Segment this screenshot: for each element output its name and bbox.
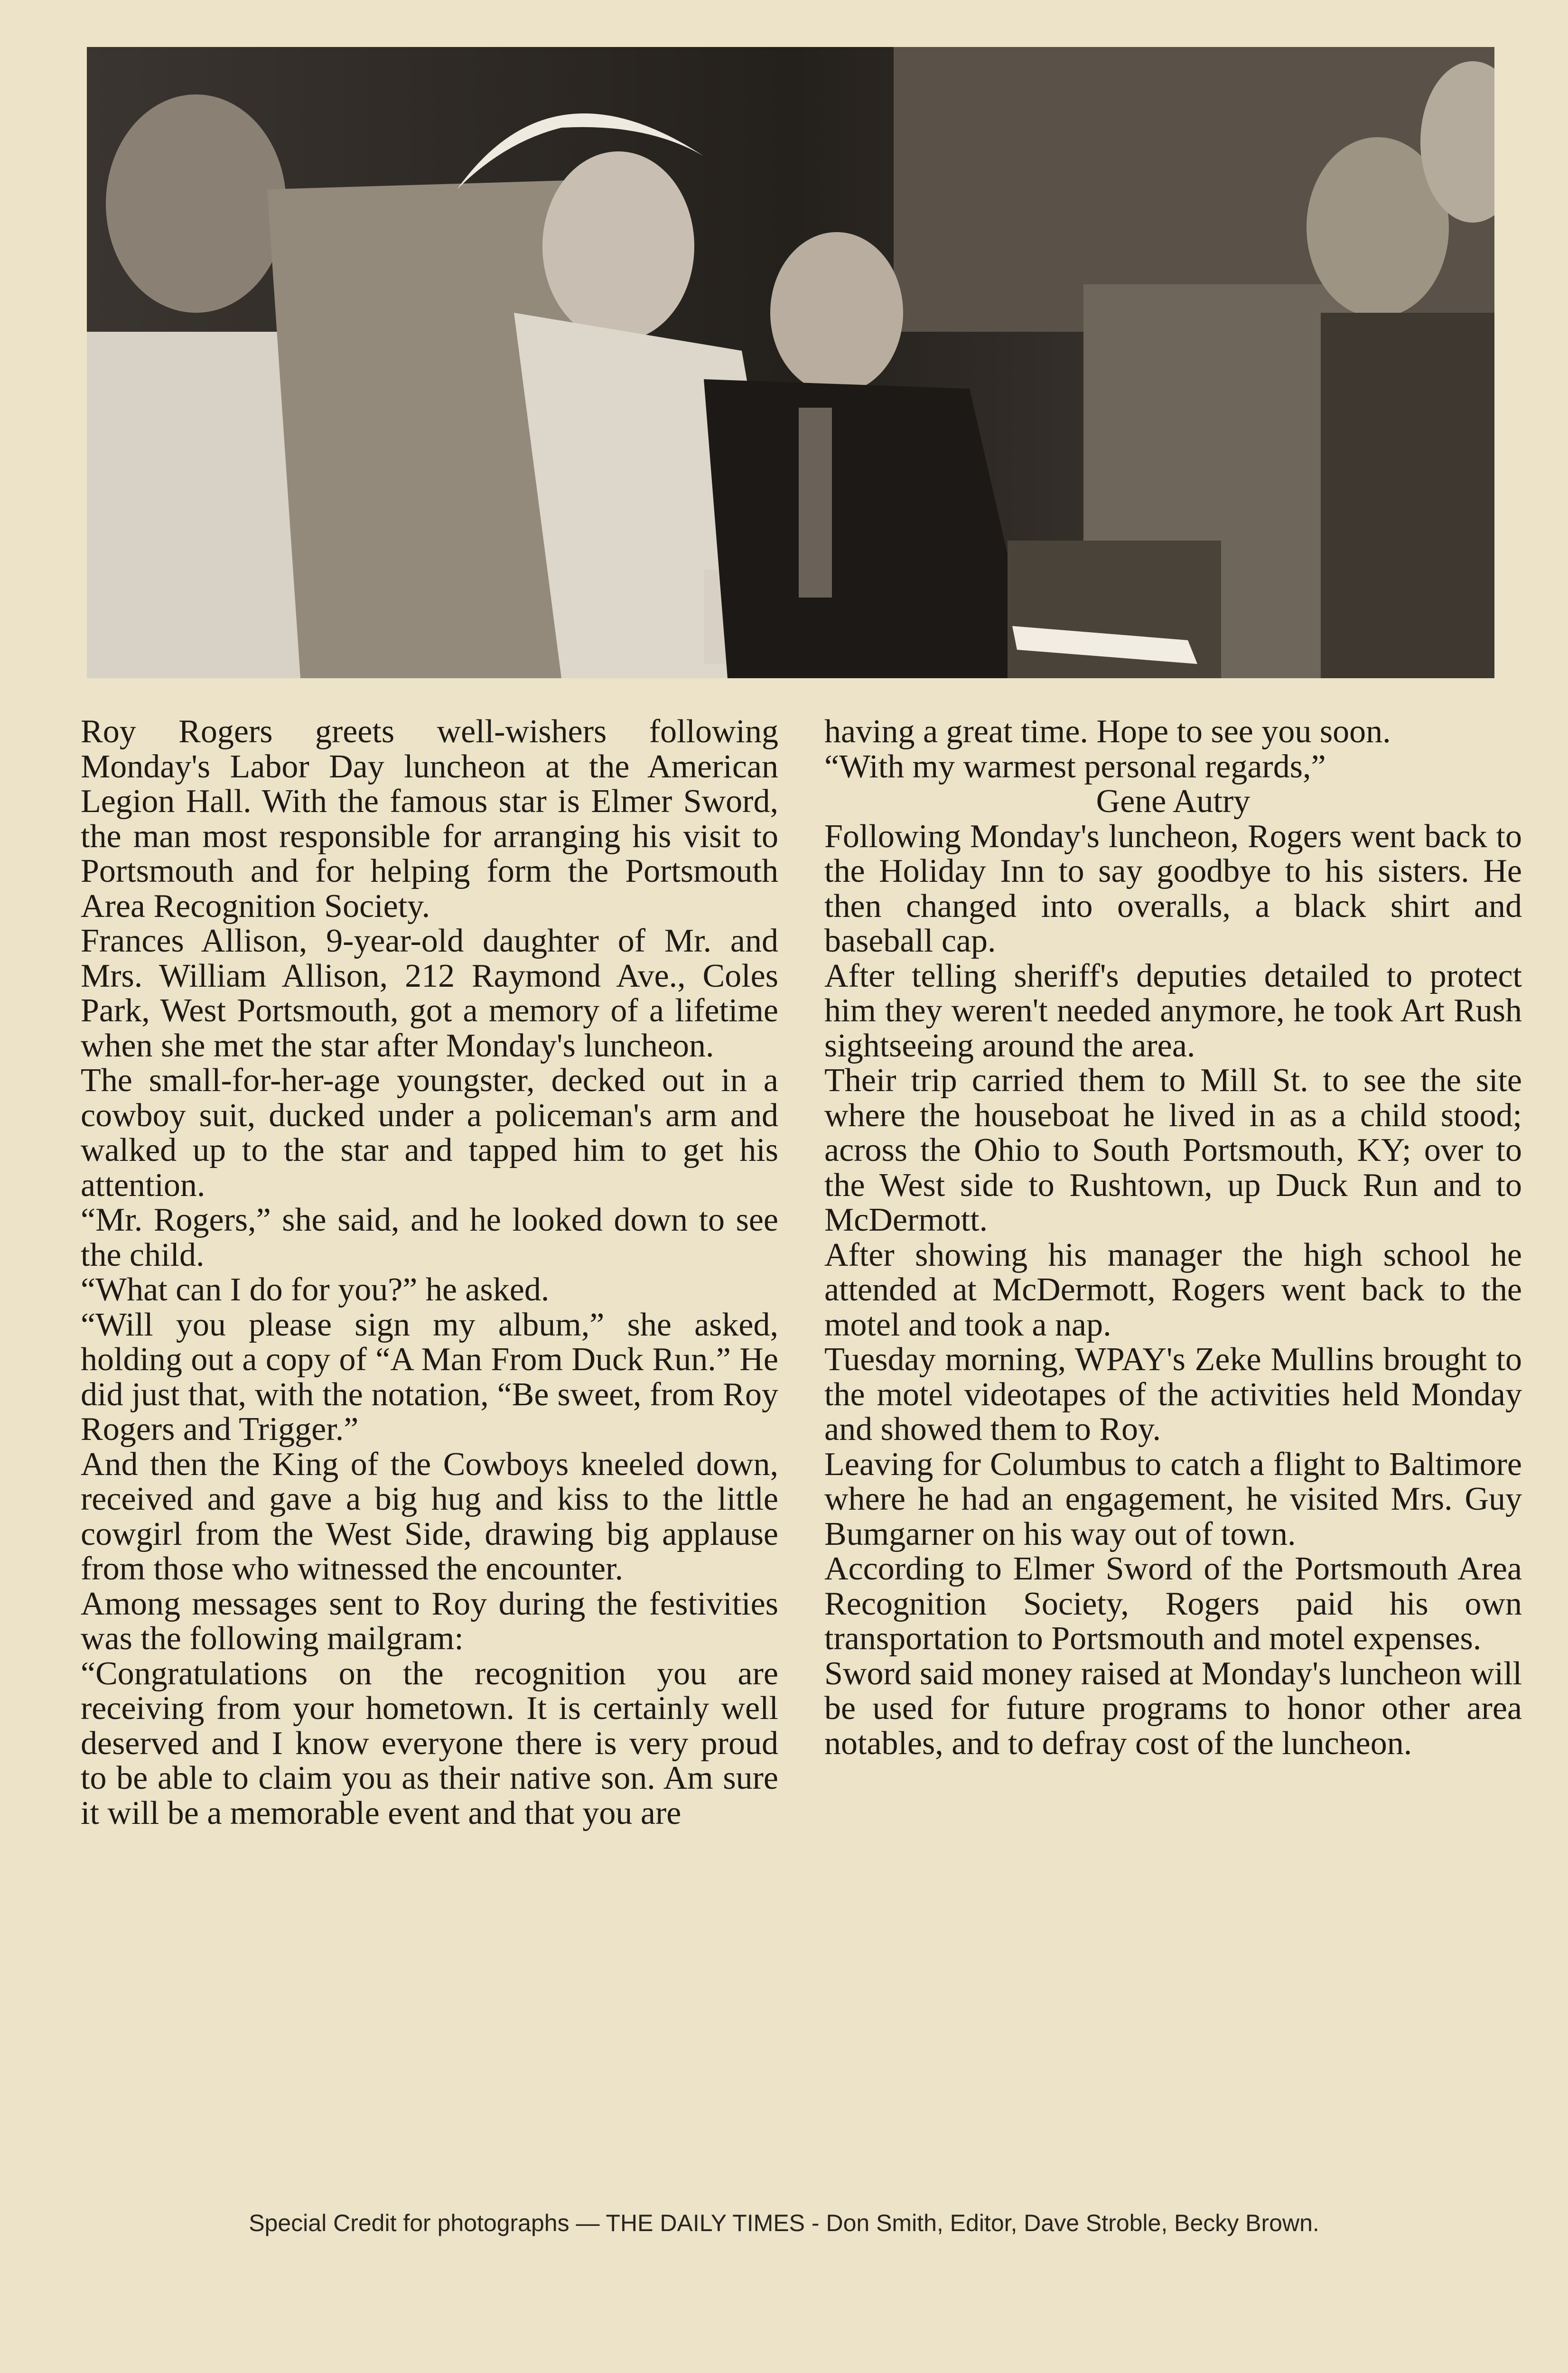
- article-paragraph: Following Monday's luncheon, Rogers went back to the Holiday Inn to say goodbye to his sisters. He then changed into overalls, a black shirt and baseball cap.: [824, 818, 1522, 959]
- article-paragraph: Frances Allison, 9-year-old daughter of Mr. and Mrs. William Allison, 212 Raymond Ave., Coles Park, West Portsmouth, got a memory of a lifetime when she met the star after Monday's luncheon.: [81, 923, 778, 1064]
- photo-icon: [87, 47, 1494, 678]
- article-paragraph: “Will you please sign my album,” she asked, holding out a copy of “A Man From Duck Run.” He did just that, with the notation, “Be sweet, from Roy Rogers and Trigger.”: [81, 1306, 778, 1448]
- right-column: [824, 714, 1522, 1761]
- article-paragraph: Their trip carried them to Mill St. to see the site where the houseboat he lived in as a child stood; across the Ohio to South Portsmouth, KY; over to the West side to Rushtown, up Duck Run and to McDermott.: [824, 1062, 1522, 1238]
- mailgram-signature: Gene Autry: [1096, 783, 1251, 820]
- article-paragraph: Among messages sent to Roy during the festivities was the following mailgram:: [81, 1585, 778, 1657]
- article-paragraph: Leaving for Columbus to catch a flight to Baltimore where he had an engagement, he visited Mrs. Guy Bumgarner on his way out of town.: [824, 1446, 1522, 1552]
- article-paragraph: The small-for-her-age youngster, decked out in a cowboy suit, ducked under a policeman's arm and walked up to the star and tapped him to get his attention.: [81, 1062, 778, 1204]
- article-paragraph: “What can I do for you?” he asked.: [81, 1271, 550, 1308]
- article-paragraph: After telling sheriff's deputies detailed to protect him they weren't needed anymore, he took Art Rush sightseeing around the area.: [824, 957, 1522, 1064]
- photo-caption: Roy Rogers greets well-wishers following Monday's Labor Day luncheon at the American Legion Hall. With the famous star is Elmer Sword, the man most responsible for arranging his visit to Portsmouth and for helping form the Portsmouth Area Recognition Society.: [81, 713, 778, 925]
- article-paragraph: “Mr. Rogers,” she said, and he looked down to see the child.: [81, 1202, 778, 1273]
- mailgram-closing: “With my warmest personal regards,”: [824, 748, 1326, 785]
- left-column: [81, 714, 778, 1831]
- photo-credit: Special Credit for photographs — THE DAILY TIMES - Don Smith, Editor, Dave Stroble, Becky Brown.: [249, 2210, 1319, 2236]
- article-paragraph: Tuesday morning, WPAY's Zeke Mullins brought to the motel videotapes of the activities held Monday and showed them to Roy.: [824, 1341, 1522, 1448]
- article-paragraph: According to Elmer Sword of the Portsmouth Area Recognition Society, Rogers paid his own transportation to Portsmouth and motel expenses.: [824, 1551, 1522, 1657]
- article-paragraph: After showing his manager the high school he attended at McDermott, Rogers went back to the motel and took a nap.: [824, 1236, 1522, 1343]
- news-photo: [87, 47, 1494, 678]
- article-paragraph: Sword said money raised at Monday's luncheon will be used for future programs to honor other area notables, and to defray cost of the luncheon.: [824, 1655, 1522, 1762]
- mailgram-continuation: having a great time. Hope to see you soon.: [824, 713, 1391, 750]
- article-paragraph: And then the King of the Cowboys kneeled down, received and gave a big hug and kiss to the little cowgirl from the West Side, drawing big applause from those who witnessed the encounter.: [81, 1446, 778, 1587]
- mailgram-text: “Congratulations on the recognition you are receiving from your hometown. It is certainly well deserved and I know everyone there is very proud to be able to claim you as their native son. Am sure it will be a memorable event and that you are: [81, 1655, 778, 1831]
